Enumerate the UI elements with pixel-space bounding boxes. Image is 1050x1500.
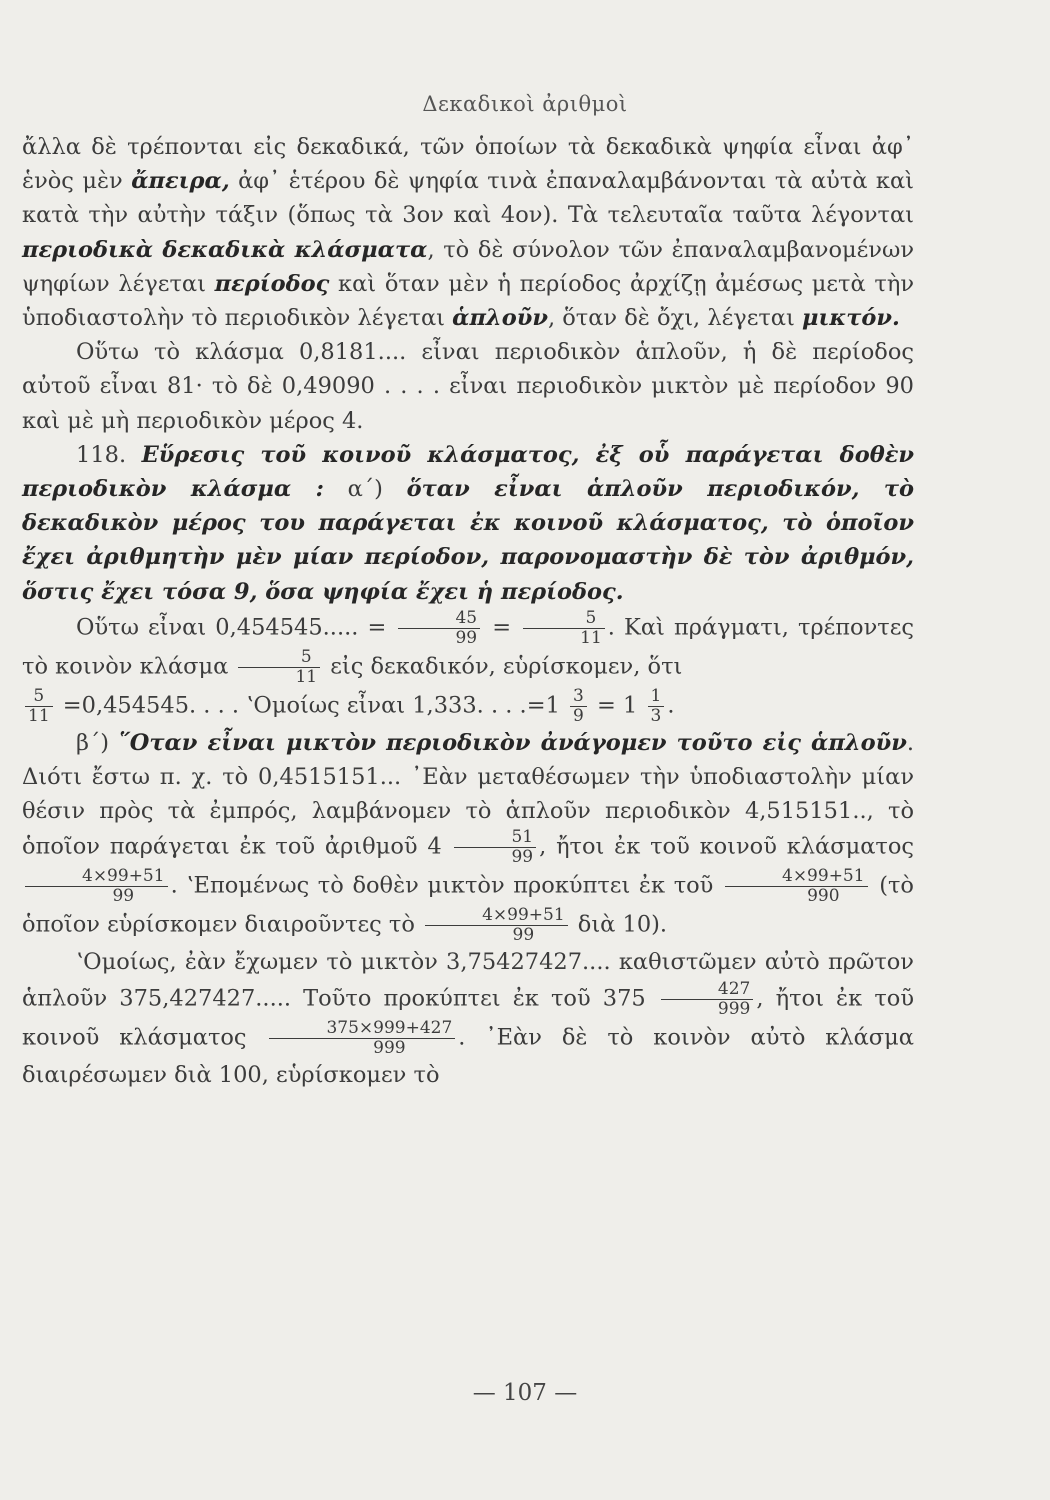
emphasis: περιοδικὰ δεκαδικὰ κλάσματα	[22, 236, 428, 263]
fraction: $\frac{5}{11}$	[238, 648, 320, 687]
fraction: $\frac{45}{99}$	[398, 609, 480, 648]
fraction: $\frac{5}{11}$	[25, 687, 53, 726]
fraction: $\frac{4\times 99+51}{990}$	[725, 867, 868, 906]
example-paragraph-1: Οὕτω εἶναι 0,454545..... = $\frac{45}{99}$ = $\frac{5}{11}$ . Καὶ πράγματι, τρέποντες τὸ κοινὸν κλάσμα $\frac{5}{11}$ εἰς δεκαδικόν, εὑρίσκομεν, ὅτι	[22, 607, 914, 687]
fraction: $\frac{3}{9}$	[570, 687, 587, 726]
paragraph-118: 118. Εὕρεσις τοῦ κοινοῦ κλάσματος, ἐξ οὗ παράγεται δοθὲν περιοδικὸν κλάσμα : α΄) ὅταν εἶναι ἁπλοῦν περιοδικόν, τὸ δεκαδικὸν μέρος του παράγεται ἐκ κοινοῦ κλάσματος, τὸ ὁποῖον ἔχει ἀριθμητὴν μὲν μίαν περίοδον, παρονομαστὴν δὲ τὸν ἀριθμόν, ὅστις ἔχει τόσα 9, ὅσα ψηφία ἔχει ἡ περίοδος.	[22, 441, 915, 605]
page-body	[22, 130, 914, 1092]
rule-text: ὅταν εἶναι ἁπλοῦν περιοδικόν, τὸ δεκαδικὸν μέρος του παράγεται ἐκ κοινοῦ κλάσματος, τὸ ὁποῖον ἔχει ἀριθμητὴν μὲν μίαν περίοδον, παρονομαστὴν δὲ τὸν ἀριθμόν, ὅστις ἔχει τόσα 9, ὅσα ψηφία ἔχει ἡ περίοδος.	[22, 476, 915, 605]
emphasis: ἄπειρα,	[131, 168, 230, 195]
fraction: $\frac{375\times 999+427}{999}$	[269, 1019, 455, 1058]
example-paragraph-2: $\frac{5}{11}$ =0,454545. . . . ʽΟμοίως εἶναι 1,333. . . .=1 $\frac{3}{9}$ = 1 $\frac{1}{3}$ .	[22, 687, 914, 726]
fraction: $\frac{51}{99}$	[454, 828, 536, 867]
paragraph-beta: β΄) ῞Οταν εἶναι μικτὸν περιοδικὸν ἀνάγομεν τοῦτο εἰς ἁπλοῦν. Διότι ἔστω π. χ. τὸ 0,4515151... ᾿Εὰν μεταθέσωμεν τὴν ὑποδιαστολὴν μίαν θέσιν πρὸς τὰ ἐμπρός, λαμβάνομεν τὸ ἁπλοῦν περιοδικὸν 4,515151.., τὸ ὁποῖον παράγεται ἐκ τοῦ ἀριθμοῦ 4 $\frac{51}{99}$ , ἤτοι ἐκ τοῦ κοινοῦ κλάσματος $\frac{4\times 99+51}{99}$ . ʽΕπομένως τὸ δοθὲν μικτὸν προκύπτει ἐκ τοῦ $\frac{4\times 99+51}{990}$ (τὸ ὁποῖον εὑρίσκομεν διαιροῦντες τὸ $\frac{4\times 99+51}{99}$ διὰ 10).	[22, 729, 914, 946]
section-heading: Εὕρεσις τοῦ κοινοῦ κλάσματος, ἐξ οὗ παράγεται δοθὲν περιοδικὸν κλάσμα :	[22, 441, 914, 503]
section-number: 118.	[76, 441, 142, 468]
fraction: $\frac{4\times 99+51}{99}$	[25, 867, 168, 906]
emphasis: ἁπλοῦν	[452, 305, 548, 332]
fraction: $\frac{427}{999}$	[661, 980, 753, 1019]
fraction: $\frac{1}{3}$	[648, 687, 665, 726]
emphasis: μικτόν.	[801, 305, 900, 332]
rule-text: ῞Οταν εἶναι μικτὸν περιοδικὸν ἀνάγομεν τοῦτο εἰς ἁπλοῦν	[118, 729, 907, 756]
fraction: $\frac{4\times 99+51}{99}$	[425, 906, 568, 945]
paragraph-example-3: ʽΟμοίως, ἐὰν ἔχωμεν τὸ μικτὸν 3,75427427.... καθιστῶμεν αὐτὸ πρῶτον ἁπλοῦν 375,427427..... Τοῦτο προκύπτει ἐκ τοῦ 375 $\frac{427}{999}$ , ἤτοι ἐκ τοῦ κοινοῦ κλάσματος $\frac{375\times 999+427}{999}$ . ᾿Εὰν δὲ τὸ κοινὸν αὐτὸ κλάσμα διαιρέσωμεν διὰ 100, εὑρίσκομεν τὸ	[22, 949, 915, 1088]
page-number: — 107 —	[472, 1380, 578, 1406]
paragraph-1: ἄλλα δὲ τρέπονται εἰς δεκαδικά, τῶν ὁποίων τὰ δεκαδικὰ ψηφία εἶναι ἀφ᾽ ἑνὸς μὲν ἄπειρα, ἀφ᾽ ἑτέρου δὲ ψηφία τινὰ ἐπαναλαμβάνονται τὰ αὐτὰ καὶ κατὰ τὴν αὐτὴν τάξιν (ὅπως τὰ 3ον καὶ 4ον). Τὰ τελευταῖα ταῦτα λέγονται περιοδικὰ δεκαδικὰ κλάσματα, τὸ δὲ σύνολον τῶν ἐπαναλαμβανομένων ψηφίων λέγεται περίοδος καὶ ὅταν μὲν ἡ περίοδος ἀρχίζῃ ἀμέσως μετὰ τὴν ὑποδιαστολὴν τὸ περιοδικὸν λέγεται ἁπλοῦν, ὅταν δὲ ὄχι, λέγεται μικτόν.	[22, 134, 915, 332]
fraction: $\frac{5}{11}$	[523, 609, 605, 648]
running-header: Δεκαδικοὶ ἀριθμοὶ	[422, 92, 628, 116]
emphasis: περίοδος	[214, 270, 330, 297]
paragraph-2: Οὕτω τὸ κλάσμα 0,8181.... εἶναι περιοδικὸν ἁπλοῦν, ἡ δὲ περίοδος αὐτοῦ εἶναι 81· τὸ δὲ 0,49090 . . . . εἶναι περιοδικὸν μικτὸν μὲ περίοδον 90 καὶ μὲ μὴ περιοδικὸν μέρος 4.	[22, 339, 914, 434]
